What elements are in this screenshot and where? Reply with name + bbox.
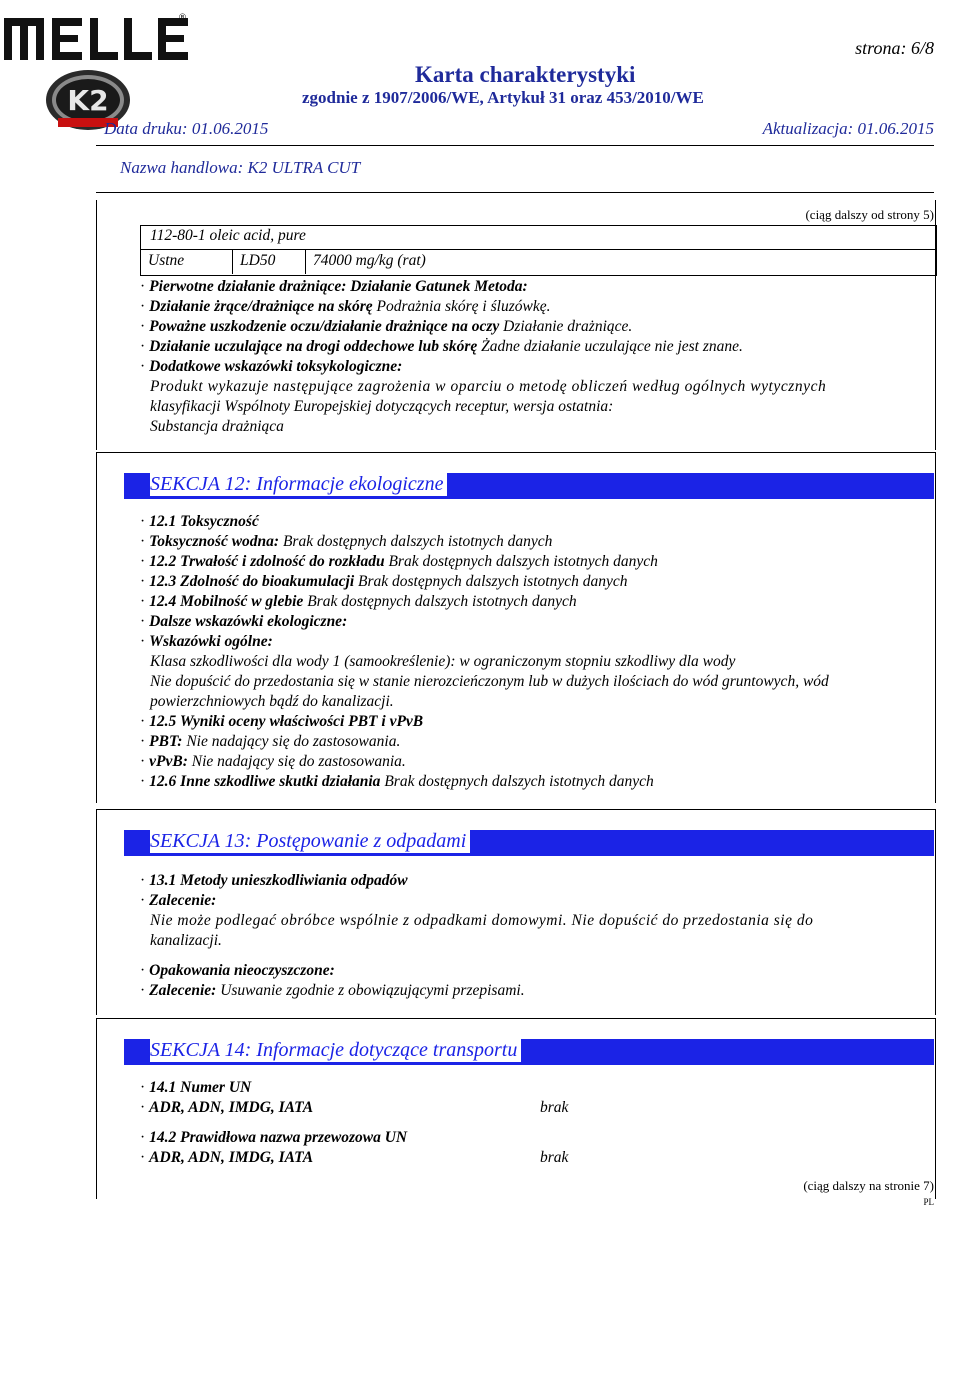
section14-title: SEKCJA 14: Informacje dotyczące transportu <box>150 1039 521 1062</box>
company-logo <box>0 0 200 135</box>
table-type: LD50 <box>240 252 276 269</box>
table-col-divider-2 <box>305 249 306 274</box>
update-date: Aktualizacja: 01.06.2015 <box>762 119 934 138</box>
s12-para-0: Klasa szkodliwości dla wody 1 (samookreślenie): w ograniczonym stopniu szkodliwy dla wody <box>150 653 736 670</box>
s11-para-0: Produkt wykazuje następujące zagrożenia w oparciu o metodę obliczeń według ogólnych wytycznych <box>150 378 827 395</box>
s13-para-1: kanalizacji. <box>150 932 222 949</box>
s13-line-2: · Zalecenie: <box>140 892 217 909</box>
s11-para-2: Substancja drażniąca <box>150 418 284 435</box>
s11-line-2: · Poważne uszkodzenie oczu/działanie drażniące na oczy Działanie drażniące. <box>140 318 633 335</box>
trade-name: Nazwa handlowa: K2 ULTRA CUT <box>120 158 361 177</box>
s11-line-0: · Pierwotne działanie drażniące: Działanie Gatunek Metoda: <box>140 278 528 295</box>
s13-line-1: · 13.1 Metody unieszkodliwiania odpadów <box>140 872 408 889</box>
s14-line-2: · ADR, ADN, IMDG, IATA <box>140 1099 314 1116</box>
s13-para-0: Nie może podlegać obróbce wspólnie z odpadkami domowymi. Nie dopuścić do przedostania się do <box>150 912 814 929</box>
s13-line-4: · Zalecenie: Usuwanie zgodnie z obowiązującymi przepisami. <box>140 982 525 999</box>
s12-line-3: · 12.3 Zdolność do bioakumulacji Brak dostępnych dalszych istotnych danych <box>140 573 628 590</box>
language-code: PL <box>923 1197 934 1207</box>
s12-line-2: · 12.2 Trwałość i zdolność do rozkładu Brak dostępnych dalszych istotnych danych <box>140 553 658 570</box>
s12-line2-1: · PBT: Nie nadający się do zastosowania. <box>140 733 401 750</box>
table-substance: 112-80-1 oleic acid, pure <box>150 227 306 244</box>
s12-line2-0: · 12.5 Wyniki oceny właściwości PBT i vPvB <box>140 713 424 730</box>
table-row-divider <box>140 249 935 250</box>
s14-line-3: · 14.2 Prawidłowa nazwa przewozowa UN <box>140 1129 408 1146</box>
s14-line-4: · ADR, ADN, IMDG, IATA <box>140 1149 314 1166</box>
document-title: Karta charakterystyki <box>415 62 636 87</box>
s11-para-1: klasyfikacji Wspólnoty Europejskiej dotyczących receptur, wersja ostatnia: <box>150 398 614 415</box>
svg-text:K2: K2 <box>67 84 109 117</box>
s14-value-2: brak <box>540 1099 569 1116</box>
trade-name-divider <box>96 192 934 193</box>
s12-para-2: powierzchniowych bądź do kanalizacji. <box>150 693 394 710</box>
s12-line-1: · Toksyczność wodna: Brak dostępnych dalszych istotnych danych <box>140 533 553 550</box>
s12-line-6: · Wskazówki ogólne: <box>140 633 273 650</box>
s12-line2-2: · vPvB: Nie nadający się do zastosowania. <box>140 753 406 770</box>
s11-line-3: · Działanie uczulające na drogi oddechowe lub skórę Żadne działanie uczulające nie jest znane. <box>140 338 743 355</box>
s12-line-0: · 12.1 Toksyczność <box>140 513 259 530</box>
s11-line-1: · Działanie żrące/drażniące na skórę Podrażnia skórę i śluzówkę. <box>140 298 551 315</box>
s14-line-1: · 14.1 Numer UN <box>140 1079 252 1096</box>
page-number: strona: 6/8 <box>855 38 934 58</box>
print-date: Data druku: 01.06.2015 <box>104 119 269 138</box>
table-col-divider-1 <box>232 249 233 274</box>
section12-title: SEKCJA 12: Informacje ekologiczne <box>150 473 447 496</box>
s14-value-4: brak <box>540 1149 569 1166</box>
continued-from: (ciąg dalszy od strony 5) <box>805 207 934 222</box>
section13-title: SEKCJA 13: Postępowanie z odpadami <box>150 830 470 853</box>
s11-line-4: · Dodatkowe wskazówki toksykologiczne: <box>140 358 403 375</box>
continued-to: (ciąg dalszy na stronie 7) <box>803 1178 934 1193</box>
svg-text:®: ® <box>178 13 187 23</box>
s12-line2-3: · 12.6 Inne szkodliwe skutki działania Brak dostępnych dalszych istotnych danych <box>140 773 654 790</box>
s12-para-1: Nie dopuścić do przedostania się w stanie nierozcieńczonym lub w dużych ilościach do wód gruntowych, wód <box>150 673 829 690</box>
s12-line-5: · Dalsze wskazówki ekologiczne: <box>140 613 348 630</box>
table-route: Ustne <box>148 252 185 269</box>
table-value: 74000 mg/kg (rat) <box>313 252 426 269</box>
regulation-line: zgodnie z 1907/2006/WE, Artykuł 31 oraz 453/2010/WE <box>302 88 704 107</box>
s13-line-3: · Opakowania nieoczyszczone: <box>140 962 335 979</box>
header-divider <box>96 145 934 146</box>
s12-line-4: · 12.4 Mobilność w glebie Brak dostępnych dalszych istotnych danych <box>140 593 577 610</box>
